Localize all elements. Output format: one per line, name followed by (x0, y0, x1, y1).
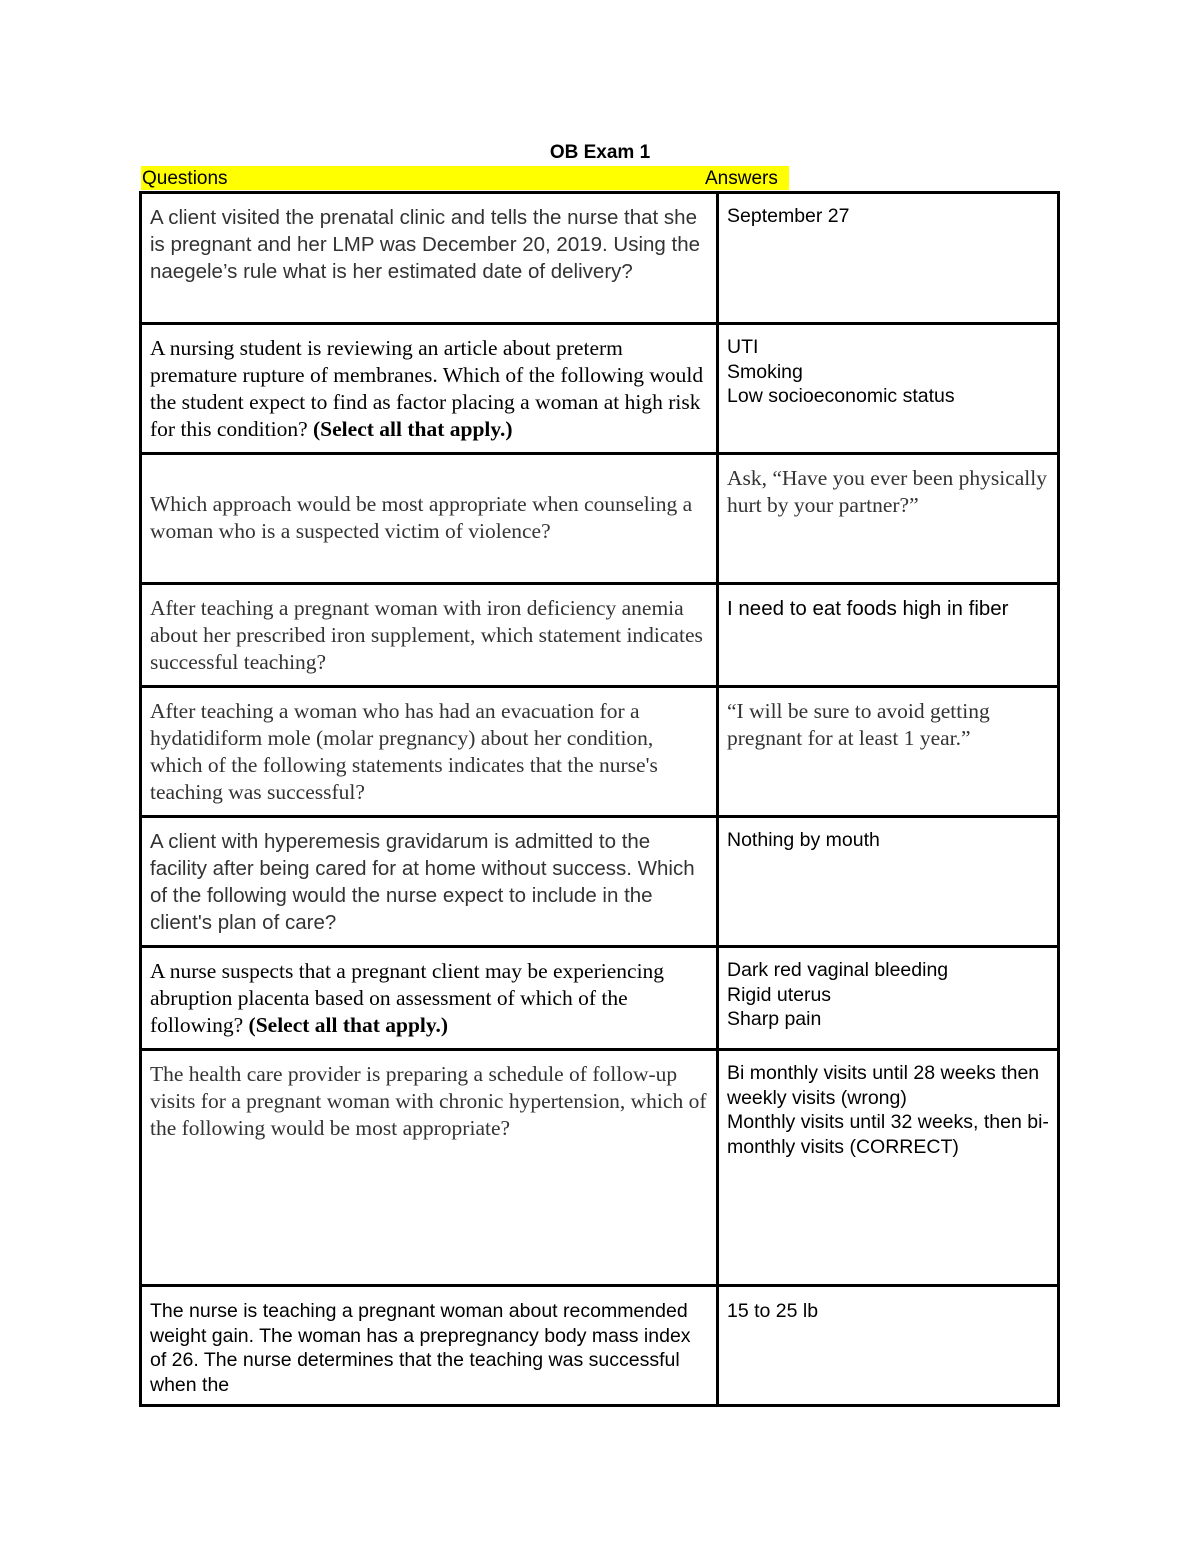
question-text: Which approach would be most appropriate when counseling a woman who is a suspected victim of violence? (150, 492, 693, 543)
question-cell (141, 947, 718, 1050)
question-cell (141, 324, 718, 454)
answer-text: Rigid uterus (727, 983, 832, 1006)
answer-text: I need to eat foods high in fiber (727, 597, 1009, 620)
answer-cell (718, 324, 1059, 454)
question-cell (141, 193, 718, 324)
question-text: A client with hyperemesis gravidarum is admitted to the facility after being cared for at home without success. Which of the following would the nurse expect to include in the client's plan of care? (150, 830, 695, 934)
answer-cell (718, 687, 1059, 817)
select-all-note: (Select all that apply.) (313, 417, 513, 441)
question-text: The health care provider is preparing a schedule of follow-up visits for a pregnant woman with chronic hypertension, which of the following would be most appropriate? (150, 1062, 707, 1140)
answer-text: “I will be sure to avoid getting pregnant for at least 1 year.” (727, 699, 990, 750)
qa-table (139, 191, 1060, 1407)
question-cell (141, 817, 718, 947)
questions-header: Questions (142, 168, 228, 189)
question-cell (141, 584, 718, 687)
question-text: After teaching a woman who has had an evacuation for a hydatidiform mole (molar pregnancy) about her condition, which of the following statements indicates that the nurse's teaching was successful? (150, 699, 658, 804)
answer-text: September 27 (727, 205, 850, 227)
question-text: A client visited the prenatal clinic and tells the nurse that she is pregnant and her LMP was December 20, 2019. Using the naegele’s rule what is her estimated date of delivery? (150, 206, 701, 283)
question-text: After teaching a pregnant woman with iron deficiency anemia about her prescribed iron supplement, which statement indicates successful teaching? (150, 596, 703, 674)
answer-text: Smoking (727, 360, 803, 383)
answer-cell (718, 947, 1059, 1050)
table-row (141, 1050, 1059, 1286)
answer-cell (718, 584, 1059, 687)
table-row (141, 193, 1059, 324)
question-cell (141, 1050, 718, 1286)
table-row (141, 584, 1059, 687)
table-row (141, 454, 1059, 584)
answer-text: Monthly visits until 32 weeks, then bi-monthly visits (CORRECT) (727, 1111, 1049, 1158)
table-row (141, 947, 1059, 1050)
column-header-bar (141, 166, 789, 190)
answer-text: UTI (727, 336, 759, 358)
select-all-note: (Select all that apply.) (248, 1013, 448, 1037)
table-row (141, 817, 1059, 947)
answer-cell (718, 193, 1059, 324)
answer-text: Dark red vaginal bleeding (727, 959, 949, 981)
answer-cell (718, 817, 1059, 947)
table-row (141, 324, 1059, 454)
question-cell (141, 1286, 718, 1406)
question-text: The nurse is teaching a pregnant woman about recommended weight gain. The woman has a prepregnancy body mass index of 26. The nurse determines that the teaching was successful when the (150, 1300, 691, 1396)
question-text: A nurse suspects that a pregnant client may be experiencing abruption placenta based on assessment of which of the following? (150, 959, 665, 1037)
answer-cell (718, 454, 1059, 584)
answer-text: Nothing by mouth (727, 829, 880, 851)
answer-text: Bi monthly visits until 28 weeks then weekly visits (wrong) (727, 1062, 1040, 1109)
answer-cell (718, 1050, 1059, 1286)
answer-cell (718, 1286, 1059, 1406)
question-text: A nursing student is reviewing an article about preterm premature rupture of membranes. Which of the following would the student expect to find as factor placing a woman at high risk for this condition? (150, 336, 704, 441)
answer-text: 15 to 25 lb (727, 1300, 819, 1322)
answer-text: Low socioeconomic status (727, 385, 955, 407)
question-cell (141, 454, 718, 584)
answer-text: Sharp pain (727, 1008, 822, 1030)
answer-text: Ask, “Have you ever been physically hurt by your partner?” (727, 466, 1048, 517)
document-title: OB Exam 1 (549, 142, 651, 163)
table-row (141, 687, 1059, 817)
table-row (141, 1286, 1059, 1406)
question-cell (141, 687, 718, 817)
answers-header: Answers (705, 168, 778, 189)
